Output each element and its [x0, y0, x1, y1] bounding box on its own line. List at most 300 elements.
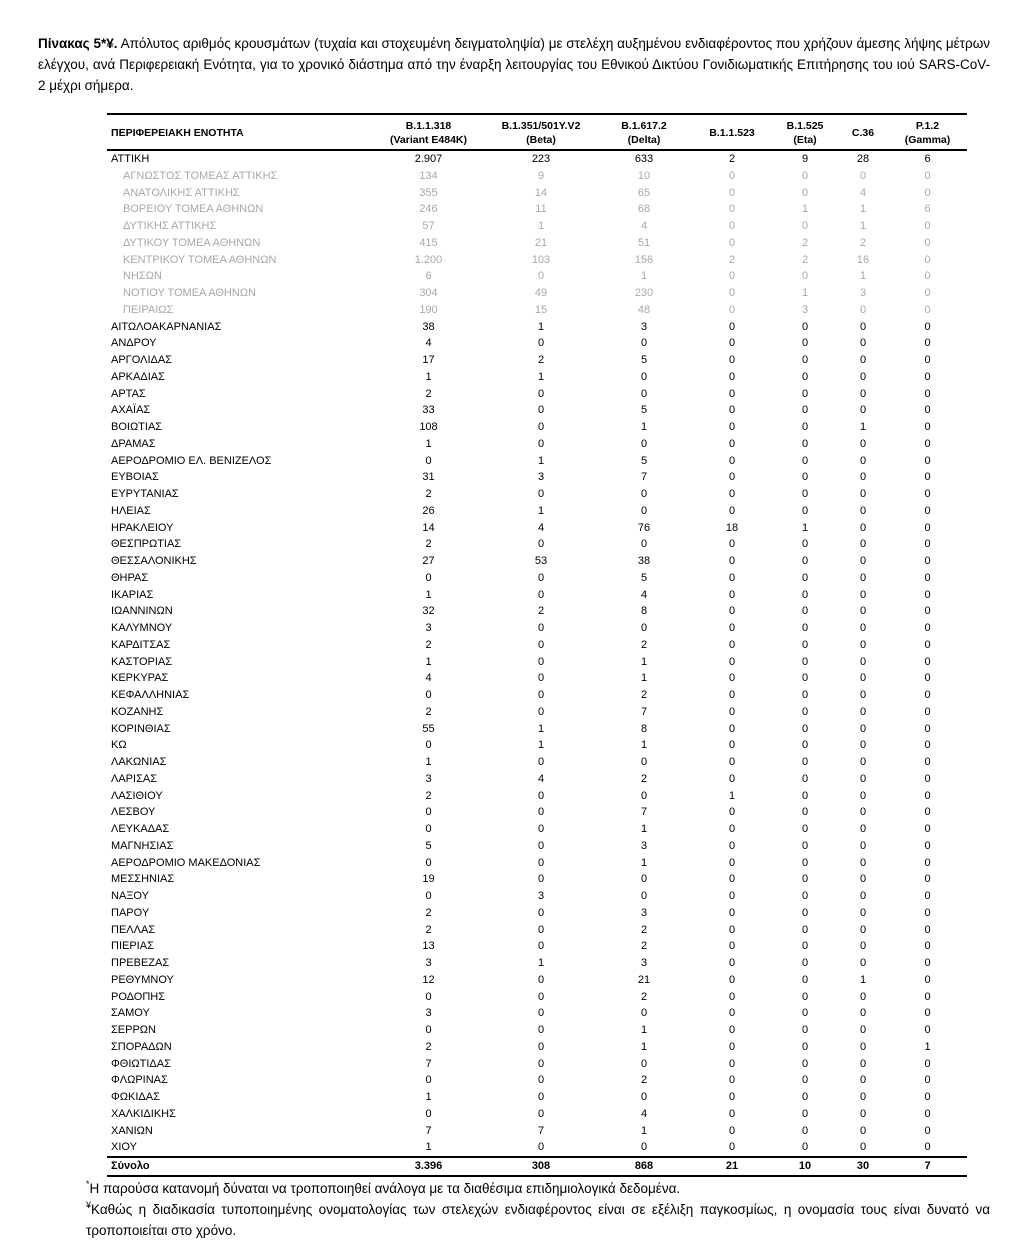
case-count-cell: 0 [924, 789, 931, 802]
subregion-row [107, 235, 967, 252]
case-count-cell: 0 [728, 739, 736, 752]
case-count-cell: 0 [728, 940, 736, 953]
case-count-cell: 0 [728, 806, 736, 819]
case-count-cell: 0 [728, 605, 736, 618]
region-row [107, 938, 967, 955]
case-count-cell: 0 [537, 689, 545, 701]
region-row [107, 989, 967, 1006]
case-count-cell: 0 [859, 957, 867, 969]
case-count-cell: 0 [728, 1107, 736, 1120]
case-count-cell: 0 [640, 1091, 648, 1103]
region-name-cell: ΠΕΛΛΑΣ [111, 923, 156, 936]
case-count-cell: 38 [637, 555, 651, 567]
case-count-cell: 0 [924, 940, 931, 953]
case-count-cell: 1 [537, 454, 545, 467]
region-row [107, 620, 967, 637]
case-count-cell: 7 [640, 806, 648, 819]
case-count-cell: 0 [801, 605, 809, 618]
case-count-cell: 0 [640, 387, 648, 400]
case-count-cell: 48 [637, 303, 651, 316]
region-row [107, 972, 967, 989]
case-count-cell: 31 [422, 471, 435, 484]
region-name-cell: ΑΡΤΑΣ [111, 387, 146, 400]
case-count-cell: 0 [728, 538, 736, 551]
case-count-cell: 0 [859, 1007, 867, 1020]
case-count-cell: 0 [640, 756, 648, 768]
case-count-cell: 0 [537, 1040, 545, 1053]
variants-by-region-table [107, 113, 967, 1177]
case-count-cell: 0 [924, 186, 931, 199]
case-count-cell: 4 [425, 337, 432, 350]
case-count-cell: 38 [422, 320, 435, 333]
case-count-cell: 0 [859, 521, 867, 534]
region-name-cell: ΑΓΝΩΣΤΟΣ ΤΟΜΕΑΣ ΑΤΤΙΚΗΣ [123, 169, 278, 182]
region-name-cell: ΚΕΝΤΡΙΚΟΥ ΤΟΜΕΑ ΑΘΗΝΩΝ [123, 253, 277, 266]
case-count-cell: 0 [859, 906, 867, 919]
case-count-cell: 0 [859, 337, 867, 350]
region-row [107, 654, 967, 671]
case-count-cell: 0 [728, 186, 736, 199]
case-count-cell: 1 [425, 1141, 432, 1154]
case-count-cell: 246 [419, 203, 438, 216]
case-count-cell: 0 [537, 1091, 545, 1103]
case-count-cell: 0 [859, 370, 867, 383]
region-name-cell: ΠΙΕΡΙΑΣ [111, 940, 154, 953]
case-count-cell: 2 [640, 772, 648, 785]
case-count-cell: 3 [425, 957, 432, 969]
case-count-cell: 0 [425, 689, 432, 701]
case-count-cell: 0 [425, 890, 432, 902]
total-count-cell: 3.396 [371, 1157, 486, 1176]
case-count-cell: 0 [537, 387, 545, 400]
case-count-cell: 0 [859, 705, 867, 718]
region-name-cell: ΕΥΡΥΤΑΝΙΑΣ [111, 488, 179, 500]
case-count-cell: 0 [801, 1091, 809, 1103]
case-count-cell: 0 [801, 387, 809, 400]
case-count-cell: 0 [924, 253, 931, 266]
case-count-cell: 1 [537, 370, 545, 383]
case-count-cell: 2 [640, 940, 648, 953]
case-count-cell: 0 [924, 504, 931, 517]
case-count-cell: 13 [422, 940, 435, 953]
region-row [107, 670, 967, 687]
case-count-cell: 53 [534, 555, 548, 567]
case-count-cell: 2 [425, 705, 432, 718]
case-count-cell: 0 [728, 890, 736, 902]
region-name-cell: ΜΕΣΣΗΝΙΑΣ [111, 873, 175, 886]
footnotes [86, 1178, 990, 1241]
case-count-cell: 3 [537, 471, 545, 484]
region-row [107, 402, 967, 419]
case-count-cell: 3 [801, 303, 809, 316]
total-count-cell: 868 [596, 1157, 692, 1176]
case-count-cell: 3 [640, 957, 648, 969]
case-count-cell: 1 [640, 823, 648, 835]
total-label-cell: Σύνολο [107, 1157, 371, 1176]
case-count-cell: 0 [728, 404, 736, 417]
header-variant [486, 114, 596, 150]
region-row [107, 587, 967, 604]
case-count-cell: 0 [801, 337, 809, 350]
case-count-cell: 0 [924, 923, 931, 936]
header-label: ΠΕΡΙΦΕΡΕΙΑΚΗ ΕΝΟΤΗΤΑ [111, 127, 244, 139]
case-count-cell: 0 [924, 287, 931, 299]
region-name-cell: ΒΟΡΕΙΟΥ ΤΟΜΕΑ ΑΘΗΝΩΝ [123, 203, 264, 216]
region-row [107, 369, 967, 386]
case-count-cell: 0 [924, 421, 931, 433]
case-count-cell: 0 [859, 538, 867, 551]
case-count-cell: 0 [859, 605, 867, 618]
case-count-cell: 0 [801, 555, 809, 567]
subregion-row [107, 201, 967, 218]
case-count-cell: 0 [924, 672, 931, 685]
case-count-cell: 0 [859, 672, 867, 685]
header-sublabel: (Eta) [793, 134, 817, 146]
footnote-2-text: Καθώς η διαδικασία τυποποιημένης ονοματολογίας των στελεχών ενδιαφέροντος είναι σε εξέλιξη παγκοσμίως, η ονομασία τους είναι δυνατό να τροποποιείται στο χρόνο. [86, 1202, 990, 1238]
case-count-cell: 1 [859, 421, 867, 433]
case-count-cell: 0 [859, 1124, 867, 1137]
region-row [107, 419, 967, 436]
header-variant [596, 114, 692, 150]
case-count-cell: 0 [801, 622, 809, 634]
case-count-cell: 0 [859, 990, 867, 1003]
case-count-cell: 5 [640, 354, 648, 366]
case-count-cell: 0 [728, 839, 736, 852]
case-count-cell: 0 [728, 1141, 736, 1154]
region-row [107, 771, 967, 788]
case-count-cell: 0 [859, 571, 867, 584]
case-count-cell: 0 [801, 588, 809, 601]
case-count-cell: 0 [537, 571, 545, 584]
region-name-cell: ΑΡΓΟΛΙΔΑΣ [111, 354, 172, 366]
case-count-cell: 0 [728, 370, 736, 383]
case-count-cell: 1 [859, 973, 867, 986]
region-name-cell: ΚΩ [111, 739, 127, 752]
case-count-cell: 1 [425, 370, 432, 383]
case-count-cell: 0 [537, 437, 545, 450]
case-count-cell: 0 [924, 1057, 931, 1070]
case-count-cell: 0 [537, 672, 545, 685]
case-count-cell: 14 [422, 521, 435, 534]
case-count-cell: 0 [801, 270, 809, 283]
case-count-cell: 0 [859, 622, 867, 634]
subregion-row [107, 185, 967, 202]
region-name-cell: ΛΕΣΒΟΥ [111, 806, 156, 819]
case-count-cell: 0 [801, 354, 809, 366]
case-count-cell: 27 [422, 555, 435, 567]
header-variant [692, 114, 772, 150]
case-count-cell: 0 [859, 504, 867, 517]
case-count-cell: 0 [801, 1007, 809, 1020]
case-count-cell: 0 [728, 772, 736, 785]
case-count-cell: 12 [422, 973, 435, 986]
case-count-cell: 0 [537, 1107, 545, 1120]
region-name-cell: ΛΕΥΚΑΔΑΣ [111, 823, 170, 835]
case-count-cell: 15 [534, 303, 548, 316]
case-count-cell: 0 [801, 973, 809, 986]
case-count-cell: 2 [425, 638, 432, 651]
case-count-cell: 1 [859, 220, 867, 232]
region-name-cell: ΗΡΑΚΛΕΙΟΥ [111, 521, 174, 534]
region-row [107, 788, 967, 805]
case-count-cell: 0 [801, 370, 809, 383]
case-count-cell: 0 [640, 1057, 648, 1070]
case-count-cell: 0 [801, 789, 809, 802]
region-name-cell: ΒΟΙΩΤΙΑΣ [111, 421, 163, 433]
case-count-cell: 230 [634, 287, 654, 299]
case-count-cell: 0 [924, 437, 931, 450]
case-count-cell: 0 [924, 739, 931, 752]
case-count-cell: 76 [637, 521, 651, 534]
case-count-cell: 0 [425, 1024, 432, 1036]
case-count-cell: 0 [801, 638, 809, 651]
case-count-cell: 3 [640, 906, 648, 919]
case-count-cell: 4 [537, 521, 545, 534]
case-count-cell: 0 [640, 437, 648, 450]
case-count-cell: 0 [728, 588, 736, 601]
region-row [107, 319, 967, 336]
case-count-cell: 2 [425, 923, 432, 936]
region-row [107, 1123, 967, 1140]
region-name-cell: ΜΑΓΝΗΣΙΑΣ [111, 839, 174, 852]
case-count-cell: 0 [801, 571, 809, 584]
case-count-cell: 0 [859, 739, 867, 752]
region-row [107, 570, 967, 587]
case-count-cell: 9 [801, 153, 809, 165]
case-count-cell: 0 [640, 1141, 648, 1154]
case-count-cell: 0 [859, 923, 867, 936]
case-count-cell: 0 [924, 806, 931, 819]
region-name-cell: ΚΑΡΔΙΤΣΑΣ [111, 638, 171, 651]
case-count-cell: 0 [537, 1074, 545, 1087]
case-count-cell: 0 [801, 705, 809, 718]
header-sublabel: (Gamma) [904, 134, 951, 146]
case-count-cell: 0 [425, 739, 432, 752]
case-count-cell: 0 [537, 823, 545, 835]
case-count-cell: 0 [859, 756, 867, 768]
case-count-cell: 0 [728, 672, 736, 685]
case-count-cell: 26 [422, 504, 435, 517]
region-name-cell: ΗΛΕΙΑΣ [111, 504, 151, 517]
case-count-cell: 0 [859, 588, 867, 601]
footnote-2 [86, 1199, 990, 1241]
case-count-cell: 0 [801, 689, 809, 701]
case-count-cell: 0 [537, 806, 545, 819]
case-count-cell: 0 [728, 504, 736, 517]
region-name-cell: ΑΤΤΙΚΗ [111, 153, 150, 165]
case-count-cell: 0 [859, 387, 867, 400]
region-row [107, 436, 967, 453]
region-name-cell: ΑΙΤΩΛΟΑΚΑΡΝΑΝΙΑΣ [111, 320, 222, 333]
region-row [107, 1089, 967, 1106]
case-count-cell: 5 [640, 454, 648, 467]
region-name-cell: ΝΑΞΟΥ [111, 890, 149, 902]
region-name-cell: ΠΑΡΟΥ [111, 906, 150, 919]
case-count-cell: 0 [924, 1007, 931, 1020]
case-count-cell: 0 [728, 287, 736, 299]
case-count-cell: 0 [924, 622, 931, 634]
case-count-cell: 0 [801, 839, 809, 852]
case-count-cell: 0 [728, 1024, 736, 1036]
case-count-cell: 0 [425, 454, 432, 467]
case-count-cell: 8 [640, 605, 648, 618]
subregion-row [107, 218, 967, 235]
region-name-cell: ΦΩΚΙΔΑΣ [111, 1091, 160, 1103]
region-name-cell: ΘΕΣΠΡΩΤΙΑΣ [111, 538, 182, 551]
case-count-cell: 0 [728, 823, 736, 835]
case-count-cell: 3 [640, 839, 648, 852]
case-count-cell: 0 [801, 1141, 809, 1154]
case-count-cell: 0 [924, 689, 931, 701]
case-count-cell: 3 [425, 622, 432, 634]
case-count-cell: 0 [728, 387, 736, 400]
region-name-cell: ΑΕΡΟΔΡΟΜΙΟ ΕΛ. ΒΕΝΙΖΕΛΟΣ [111, 454, 272, 467]
region-name-cell: ΑΝΔΡΟΥ [111, 337, 157, 350]
case-count-cell: 0 [859, 471, 867, 484]
case-count-cell: 0 [801, 454, 809, 467]
case-count-cell: 1 [537, 504, 545, 517]
case-count-cell: 2 [537, 605, 545, 618]
case-count-cell: 0 [801, 990, 809, 1003]
case-count-cell: 0 [859, 354, 867, 366]
case-count-cell: 1 [801, 521, 809, 534]
case-count-cell: 0 [728, 906, 736, 919]
case-count-cell: 6 [924, 203, 931, 216]
case-count-cell: 3 [425, 1007, 432, 1020]
case-count-cell: 0 [859, 873, 867, 886]
case-count-cell: 103 [531, 253, 551, 266]
header-label: B.1.617.2 [621, 120, 667, 132]
case-count-cell: 0 [537, 270, 545, 283]
case-count-cell: 2 [425, 538, 432, 551]
case-count-cell: 0 [924, 571, 931, 584]
case-count-cell: 0 [728, 923, 736, 936]
case-count-cell: 0 [728, 722, 736, 735]
case-count-cell: 0 [801, 220, 809, 232]
case-count-cell: 1 [801, 287, 809, 299]
region-name-cell: ΦΘΙΩΤΙΔΑΣ [111, 1057, 171, 1070]
case-count-cell: 0 [728, 705, 736, 718]
region-row [107, 150, 967, 168]
case-count-cell: 0 [924, 1124, 931, 1137]
case-count-cell: 0 [801, 940, 809, 953]
case-count-cell: 0 [728, 990, 736, 1003]
case-count-cell: 0 [801, 1074, 809, 1087]
case-count-cell: 5 [640, 404, 648, 417]
case-count-cell: 0 [728, 270, 736, 283]
case-count-cell: 0 [801, 890, 809, 902]
case-count-cell: 55 [422, 722, 435, 735]
case-count-cell: 0 [728, 203, 736, 216]
case-count-cell: 0 [640, 873, 648, 886]
region-row [107, 520, 967, 537]
case-count-cell: 0 [801, 437, 809, 450]
case-count-cell: 190 [419, 303, 438, 316]
case-count-cell: 0 [537, 756, 545, 768]
case-count-cell: 49 [534, 287, 548, 299]
case-count-cell: 0 [728, 1007, 736, 1020]
case-count-cell: 4 [425, 672, 432, 685]
case-count-cell: 0 [537, 622, 545, 634]
case-count-cell: 0 [924, 555, 931, 567]
case-count-cell: 0 [859, 437, 867, 450]
region-row [107, 905, 967, 922]
table-body [107, 150, 967, 1176]
case-count-cell: 3 [537, 890, 545, 902]
case-count-cell: 0 [859, 454, 867, 467]
case-count-cell: 4 [640, 588, 648, 601]
case-count-cell: 0 [859, 772, 867, 785]
header-variant [888, 114, 967, 150]
case-count-cell: 0 [425, 1074, 432, 1087]
table-caption [38, 33, 990, 96]
case-count-cell: 0 [924, 454, 931, 467]
case-count-cell: 0 [728, 655, 736, 668]
region-name-cell: ΕΥΒΟΙΑΣ [111, 471, 159, 484]
case-count-cell: 0 [859, 940, 867, 953]
case-count-cell: 1 [537, 957, 545, 969]
region-row [107, 335, 967, 352]
region-row [107, 737, 967, 754]
case-count-cell: 4 [640, 220, 648, 232]
case-count-cell: 0 [859, 169, 867, 182]
case-count-cell: 0 [537, 655, 545, 668]
table-label: Πίνακας 5*¥. [38, 36, 118, 51]
region-name-cell: ΙΩΑΝΝΙΝΩΝ [111, 605, 173, 618]
case-count-cell: 0 [859, 303, 867, 316]
case-count-cell: 0 [537, 588, 545, 601]
case-count-cell: 0 [728, 169, 736, 182]
footnote-1-text: Η παρούσα κατανομή δύναται να τροποποιηθεί ανάλογα με τα διαθέσιμα επιδημιολογικά δεδομένα. [89, 1181, 681, 1196]
case-count-cell: 0 [537, 906, 545, 919]
case-count-cell: 0 [859, 320, 867, 333]
case-count-cell: 2 [859, 236, 867, 249]
region-name-cell: ΔΡΑΜΑΣ [111, 437, 156, 450]
case-count-cell: 0 [924, 270, 931, 283]
case-count-cell: 0 [728, 1091, 736, 1103]
case-count-cell: 0 [924, 839, 931, 852]
region-name-cell: ΡΟΔΟΠΗΣ [111, 990, 166, 1003]
subregion-row [107, 268, 967, 285]
case-count-cell: 0 [924, 404, 931, 417]
case-count-cell: 1 [640, 421, 648, 433]
case-count-cell: 2 [801, 236, 809, 249]
region-row [107, 553, 967, 570]
case-count-cell: 0 [859, 1024, 867, 1036]
case-count-cell: 0 [537, 1141, 545, 1154]
case-count-cell: 16 [856, 253, 870, 266]
subregion-row [107, 252, 967, 269]
region-row [107, 469, 967, 486]
case-count-cell: 0 [924, 890, 931, 902]
case-count-cell: 0 [859, 555, 867, 567]
case-count-cell: 1 [640, 856, 648, 869]
case-count-cell: 0 [924, 756, 931, 768]
case-count-cell: 0 [728, 421, 736, 433]
case-count-cell: 0 [537, 973, 545, 986]
case-count-cell: 2 [728, 153, 736, 165]
header-sublabel: (Variant E484K) [389, 134, 468, 146]
case-count-cell: 68 [637, 203, 651, 216]
case-count-cell: 6 [425, 270, 432, 283]
case-count-cell: 21 [534, 236, 548, 249]
case-count-cell: 0 [537, 488, 545, 500]
header-label: B.1.525 [786, 120, 824, 132]
case-count-cell: 7 [537, 1124, 545, 1137]
case-count-cell: 0 [728, 303, 736, 316]
case-count-cell: 7 [425, 1057, 432, 1070]
case-count-cell: 0 [924, 990, 931, 1003]
